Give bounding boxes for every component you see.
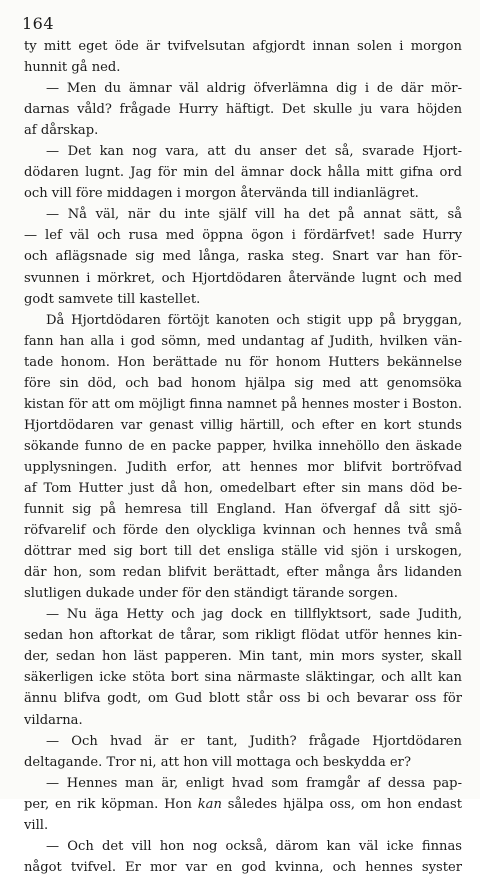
text-line: — Nu äga Hetty och jag dock en tillflyktsort, sade Judith, [46,607,462,623]
text-line: säkerligen icke stöta bort sina närmaste släktingar, och allt kan [24,670,462,686]
text-line: der, sedan hon läst papperen. Min tant, min mors syster, skall [24,649,462,665]
text-line: döttrar med sig bort till det ensliga ställe vid sjön i urskogen, [24,544,462,560]
text-line: Då Hjortdödaren förtöjt kanoten och stigit upp på bryggan, [46,312,462,328]
text-line: tade honom. Hon berättade nu för honom Hutters bekännelse [24,354,462,370]
text-line: — Hennes man är, enligt hvad som framgår af dessa pap- [46,775,462,791]
text-line: vill. [24,817,49,833]
text-line: och vill före middagen i morgon återvända till indianlägret. [24,186,419,202]
text-line: sökande funno de en packe papper, hvilka innehöllo den äskade [24,438,462,454]
text-line: slutligen dukade under för den ständigt tärande sorgen. [24,586,398,602]
text-line: något tvifvel. Er mor var en god kvinna, och hennes syster [24,859,462,875]
page-number: 164 [22,14,55,33]
text-line: — Nå väl, när du inte själf vill ha det på annat sätt, så [46,207,462,223]
text-line: — lef väl och rusa med öppna ögon i fördärfvet! sade Hurry [24,228,462,244]
text-line: deltagande. Tror ni, att hon vill mottaga och beskydda er? [24,754,411,770]
text-line: röfvarelif och förde den olyckliga kvinnan och hennes två små [24,523,462,539]
text-line: — Och det vill hon nog också, därom kan väl icke finnas [46,838,462,854]
text-line: per, en rik köpman. Hon kan således hjälpa oss, om hon endast [24,796,462,812]
text-line: — Och hvad är er tant, Judith? frågade Hjortdödaren [46,733,462,749]
text-line: upplysningen. Judith erfor, att hennes mor blifvit bortröfvad [24,459,462,475]
body-text [24,36,462,878]
text-line: kistan för att om möjligt finna namnet på hennes moster i Boston. [24,396,462,412]
text-line: där hon, som redan blifvit berättadt, efter många års lidanden [24,565,462,581]
text-line: ty mitt eget öde är tvifvelsutan afgjordt innan solen i morgon [24,39,462,54]
text-line: dödaren lugnt. Jag för min del ämnar dock hålla mitt gifna ord [24,165,462,181]
text-line: före sin död, och bad honom hjälpa sig med att genomsöka [24,375,462,391]
text-line: — Men du ämnar väl aldrig öfverlämna dig i de där mör- [46,81,462,97]
text-line: godt samvete till kastellet. [24,291,201,307]
text-line: ännu blifva godt, om Gud blott står oss bi och bevarar oss för [24,691,462,707]
text-line: — Det kan nog vara, att du anser det så, svarade Hjort- [46,144,462,160]
text-line: fann han alla i god sömn, med undantag af Judith, hvilken vän- [24,333,462,349]
text-line: och aflägsnade sig med långa, raska steg. Snart var han för- [24,249,462,265]
text-line: vildarna. [24,712,83,728]
text-line: svunnen i mörkret, och Hjortdödaren återvände lugnt och med [24,270,462,286]
text-line: Hjortdödaren var genast villig härtill, och efter en kort stunds [24,417,462,433]
text-line: af Tom Hutter just då hon, omedelbart efter sin mans död be- [24,480,462,496]
text-line: funnit sig på hemresa till England. Han öfvergaf då sitt sjö- [24,502,462,518]
text-line: sedan hon aftorkat de tårar, som rikligt flödat utför hennes kin- [24,628,462,644]
text-line: hunnit gå ned. [24,60,121,76]
text-line: darnas våld? frågade Hurry häftigt. Det skulle ju vara höjden [24,102,462,118]
text-line: af dårskap. [24,123,99,139]
